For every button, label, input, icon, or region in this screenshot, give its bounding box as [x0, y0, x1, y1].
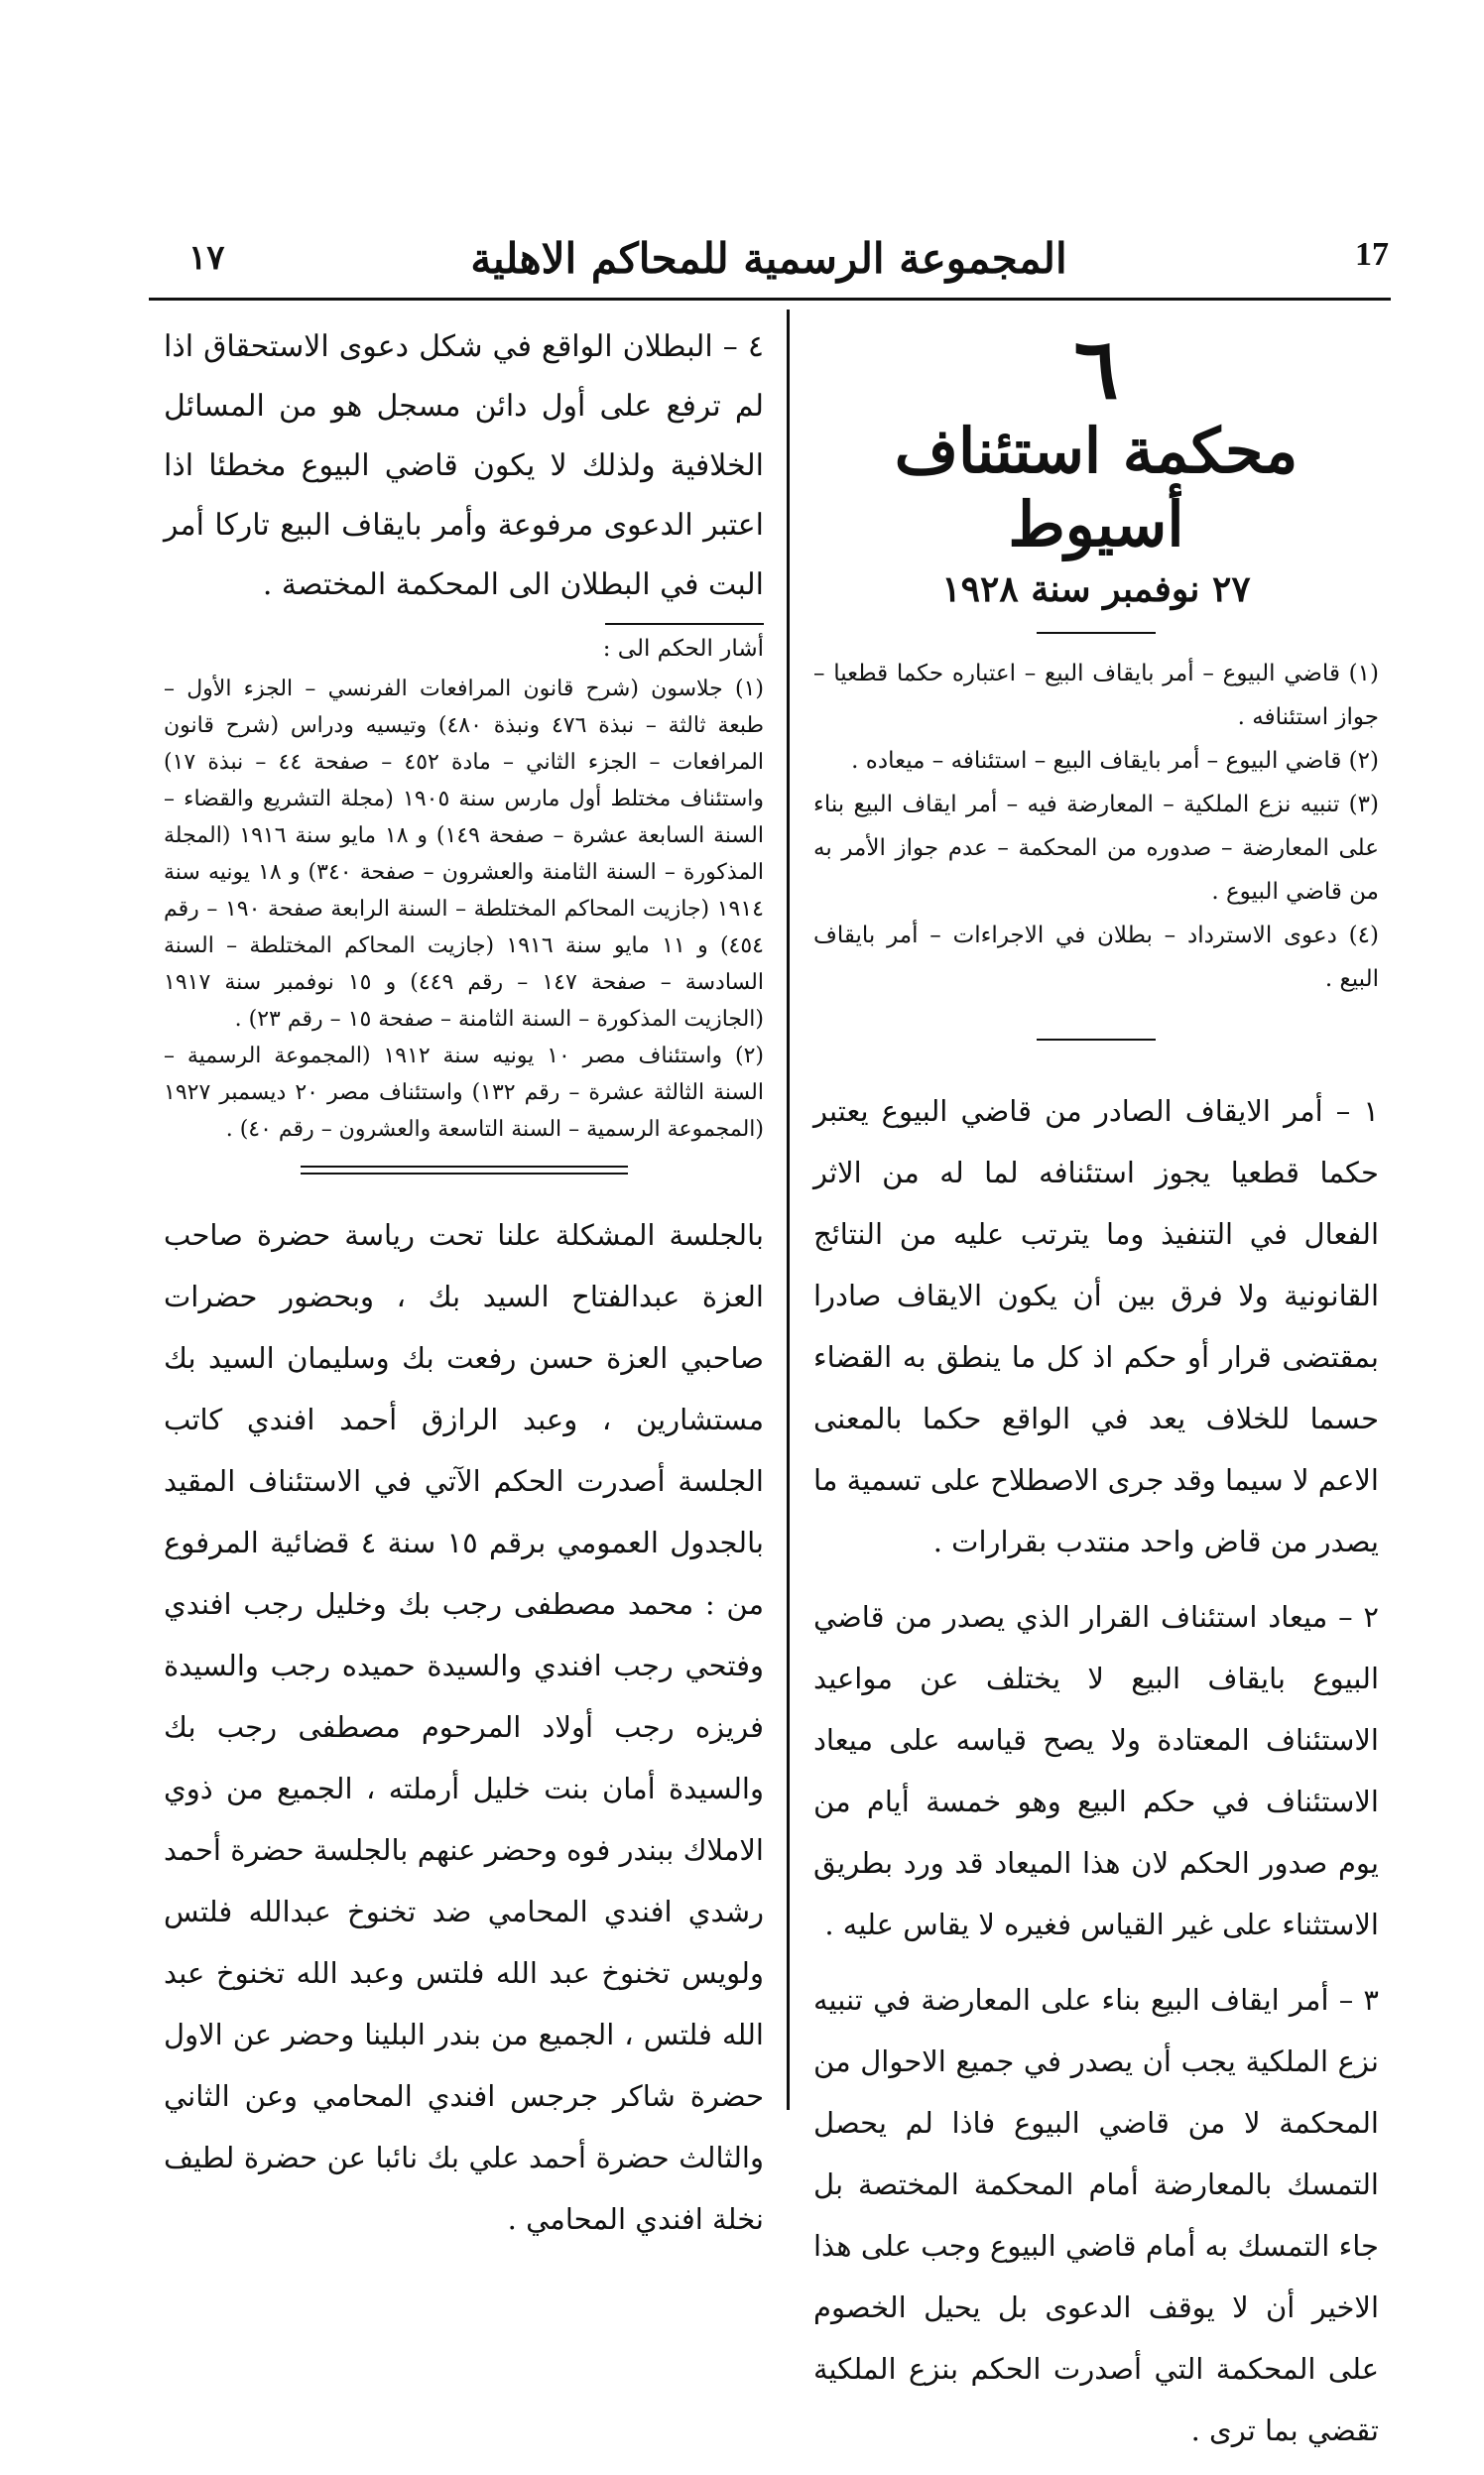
reference-item: (٢) واستئناف مصر ١٠ يونيه سنة ١٩١٢ (المجموعة الرسمية – السنة الثالثة عشرة – رقم ١٣٢) واستئناف مصر ٢٠ ديسمبر ١٩٢٧ (المجموعة الرسمية – السنة التاسعة والعشرون – رقم ٤٠) .: [164, 1044, 764, 1142]
header-rule: [149, 298, 1391, 301]
page-number-latin: 17: [1355, 236, 1389, 273]
section-rule: [1037, 632, 1156, 634]
principle-paragraph: ٢ – ميعاد استئناف القرار الذي يصدر من قاضي البيوع بايقاف البيع لا يختلف عن مواعيد الاستئناف المعتادة ولا يصح قياسه على ميعاد الاستئناف في حكم البيع وهو خمسة أيام من يوم صدور الحكم لان هذا الميعاد قد ورد بطريق الاستثناء على غير القياس فغيره لا يقاس عليه .: [813, 1599, 1379, 1941]
summary-item: (١) قاضي البيوع – أمر بايقاف البيع – اعتباره حكما قطعيا – جواز استئنافه .: [813, 660, 1379, 730]
references-rule: [605, 623, 764, 625]
principle-paragraph: ١ – أمر الايقاف الصادر من قاضي البيوع يعتبر حكما قطعيا يجوز استئنافه لما له من الاثر الفعال في التنفيذ وما يترتب عليه من النتائج القانونية ولا فرق بين أن يكون الايقاف صادرا بمقتضى قرار أو حكم اذ كل ما ينطق به القضاء حسما للخلاف يعد في الواقع حكما بالمعنى الاعم لا سيما وقد جرى الاصطلاح على تسمية ما يصدر من قاض واحد منتدب بقرارات .: [813, 1093, 1379, 1558]
principle-paragraph: ٤ – البطلان الواقع في شكل دعوى الاستحقاق اذا لم ترفع على أول دائن مسجل هو من المسائل الخلافية ولذلك لا يكون قاضي البيوع مخطئا اذا اعتبر الدعوى مرفوعة وأمر بايقاف البيع تاركا أمر البت في البطلان الى المحكمة المختصة .: [164, 329, 764, 602]
left-column: [164, 317, 764, 2250]
principle-paragraph: ٣ – أمر ايقاف البيع بناء على المعارضة في تنبيه نزع الملكية يجب أن يصدر في جميع الاحوال من المحكمة لا من قاضي البيوع فاذا لم يحصل التمسك بالمعارضة أمام المحكمة المختصة بل جاء التمسك به أمام قاضي البيوع وجب على هذا الاخير أن لا يوقف الدعوى بل يحيل الخصوم على المحكمة التي أصدرت الحكم بنزع الملكية تقضي بما ترى .: [813, 1982, 1379, 2447]
running-title: المجموعة الرسمية للمحاكم الاهلية: [470, 234, 1067, 283]
summary-item: (٤) دعوى الاسترداد – بطلان في الاجراءات – أمر بايقاف البيع .: [813, 922, 1379, 992]
section-rule: [1037, 1039, 1156, 1041]
session-paragraph: بالجلسة المشكلة علنا تحت رياسة حضرة صاحب العزة عبدالفتاح السيد بك ، وبحضور حضرات صاحبي العزة حسن رفعت بك وسليمان السيد بك مستشارين ، وعبد الرازق أحمد افندي كاتب الجلسة أصدرت الحكم الآتي في الاستئناف المقيد بالجدول العمومي برقم ١٥ سنة ٤ قضائية المرفوع من : محمد مصطفى رجب بك وخليل رجب افندي وفتحي رجب افندي والسيدة حميده رجب والسيدة فريزه رجب أولاد المرحوم مصطفى رجب بك والسيدة أمان بنت خليل أرملته ، الجميع من ذوي الاملاك ببندر فوه وحضر عنهم بالجلسة حضرة أحمد رشدي افندي المحامي ضد تخنوخ عبدالله فلتس ولويس تخنوخ عبد الله فلتس وعبد الله تخنوخ عبد الله فلتس ، الجميع من بندر البلينا وحضر عن الاول حضرة شاكر جرجس افندي المحامي وعن الثاني والثالث حضرة أحمد علي بك نائبا عن حضرة لطيف نخلة افندي المحامي .: [164, 1218, 764, 2236]
double-rule: [301, 1166, 628, 1175]
page-header: [149, 230, 1389, 290]
judgment-date: ٢٧ نوفمبر سنة ١٩٢٨: [941, 567, 1251, 610]
references-heading: أشار الحكم الى :: [602, 636, 764, 662]
summary-item: (٢) قاضي البيوع – أمر بايقاف البيع – استئنافه – ميعاده .: [851, 747, 1379, 774]
page-number-arabic: ١٧: [188, 238, 225, 278]
column-divider: [787, 309, 790, 2110]
right-column: [813, 317, 1379, 2475]
case-number: ٦: [1073, 319, 1119, 418]
reference-item: (١) جلاسون (شرح قانون المرافعات الفرنسي – الجزء الأول – طبعة ثالثة – نبذة ٤٧٦ ونبذة ٤٨٠) وتيسيه ودراس (شرح قانون المرافعات – الجزء الثاني – مادة ٤٥٢ – صفحة ٤٤ – نبذة ١٧) واستئناف مختلط أول مارس سنة ١٩٠٥ (مجلة التشريع والقضاء – السنة السابعة عشرة – صفحة ١٤٩) و ١٨ مايو سنة ١٩١٦ (المجلة المذكورة – السنة الثامنة والعشرون – صفحة ٣٤٠) و ١٨ يونيه سنة ١٩١٤ (جازيت المحاكم المختلطة – السنة الرابعة صفحة ١٩٠ – رقم ٤٥٤) و ١١ مايو سنة ١٩١٦ (جازيت المحاكم المختلطة – السنة السادسة – صفحة ١٤٧ – رقم ٤٤٩) و ١٥ نوفمبر سنة ١٩١٧ (الجازيت المذكورة – السنة الثامنة – صفحة ١٥ – رقم ٢٣) .: [164, 677, 764, 1032]
court-name: محكمة استئناف أسيوط: [894, 415, 1298, 561]
summary-item: (٣) تنبيه نزع الملكية – المعارضة فيه – أمر ايقاف البيع بناء على المعارضة – صدوره من المحكمة – عدم جواز الأمر به من قاضي البيوع .: [813, 791, 1379, 905]
